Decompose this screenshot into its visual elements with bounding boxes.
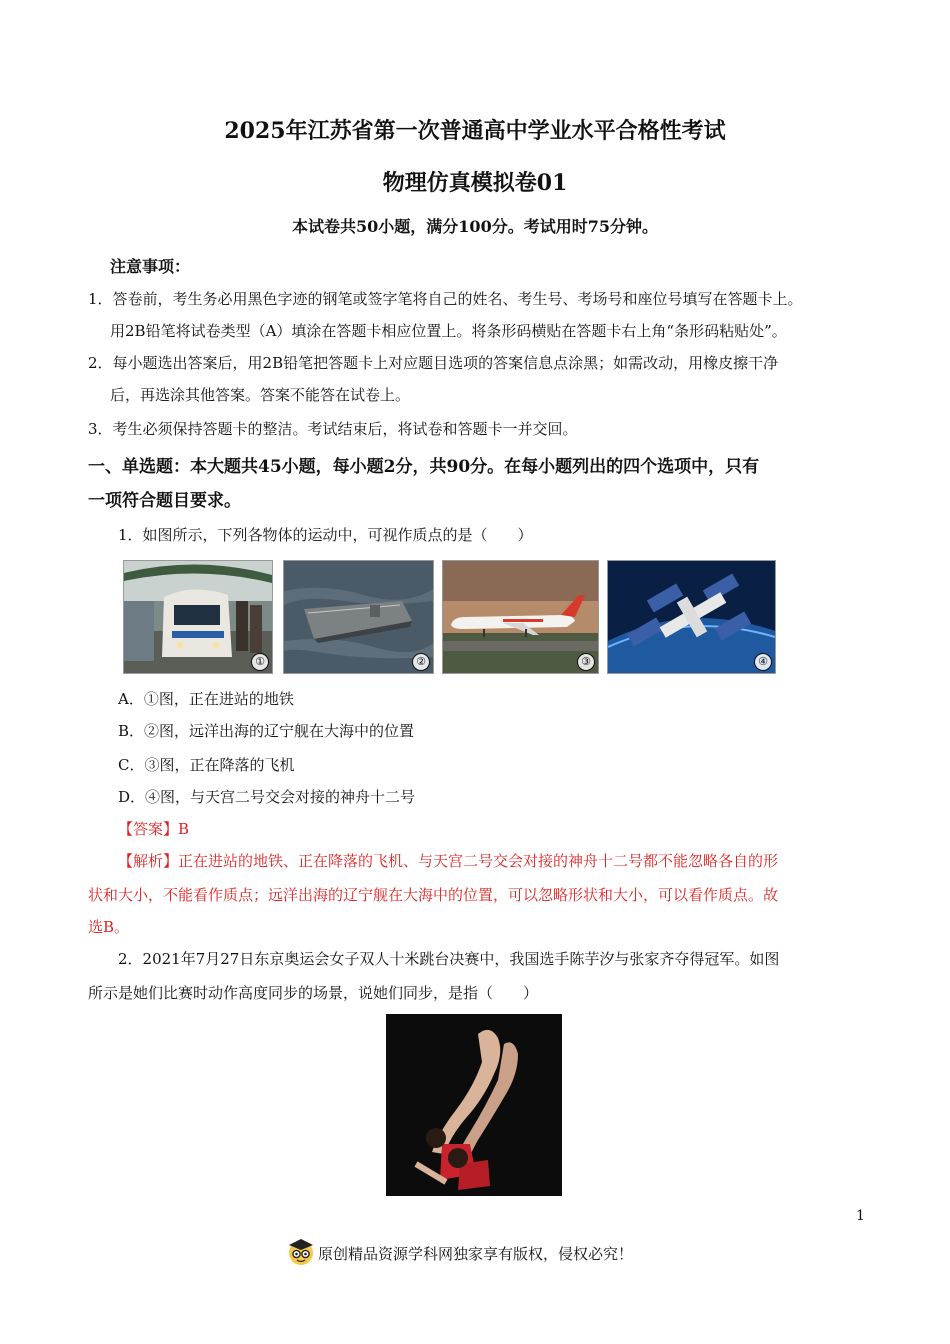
q1-stem: 1．如图所示，下列各物体的运动中，可视作质点的是（ ） xyxy=(118,526,533,544)
mascot-face-icon xyxy=(286,1236,318,1270)
page-number: 1 xyxy=(856,1208,865,1224)
notice-item-1-cont: 用2B铅笔将试卷类型（A）填涂在答题卡相应位置上。将条形码横贴在答题卡右上角“条形码粘贴处”。 xyxy=(110,322,787,340)
notice-item-2: 2．每小题选出答案后，用2B铅笔把答题卡上对应题目选项的答案信息点涂黑；如需改动，用橡皮擦干净 xyxy=(88,354,779,372)
notice-item-3: 3．考生必须保持答题卡的整洁。考试结束后，将试卷和答题卡一并交回。 xyxy=(88,420,578,438)
notice-heading: 注意事项： xyxy=(110,257,191,276)
photo-label-3: ③ xyxy=(577,653,595,671)
space-station-photo xyxy=(607,560,776,674)
copyright-text: 原创精品资源学科网独家享有版权，侵权必究！ xyxy=(318,1244,634,1263)
photo-label-4: ④ xyxy=(754,653,772,671)
diving-photo xyxy=(386,1014,562,1196)
photo-label-2: ② xyxy=(412,653,430,671)
analysis-text-1: 正在进站的地铁、正在降落的飞机、与天宫二号交会对接的神舟十二号都不能忽略各自的形 xyxy=(178,852,779,870)
answer-value: B xyxy=(178,820,190,838)
q1-option-c: C．③图，正在降落的飞机 xyxy=(118,756,295,774)
subway-photo xyxy=(123,560,273,674)
q1-option-d: D．④图，与天宫二号交会对接的神舟十二号 xyxy=(118,788,416,806)
q2-stem-line1: 2．2021年7月27日东京奥运会女子双人十米跳台决赛中，我国选手陈芋汐与张家齐夺得冠军。如图 xyxy=(118,950,780,968)
analysis-tag: 【解析】 xyxy=(118,852,179,870)
q1-option-a: A．①图，正在进站的地铁 xyxy=(118,690,294,708)
q1-analysis-line3: 选B。 xyxy=(88,918,130,936)
notice-item-2-cont: 后，再选涂其他答案。答案不能答在试卷上。 xyxy=(110,386,411,404)
notice-item-1: 1．答卷前，考生务必用黑色字迹的钢笔或签字笔将自己的姓名、考生号、考场号和座位号填写在答题卡上。 xyxy=(88,290,803,308)
q1-answer xyxy=(118,818,189,840)
carrier-photo xyxy=(283,560,434,674)
q2-stem-line2: 所示是她们比赛时动作高度同步的场景，说她们同步，是指（ ） xyxy=(88,984,539,1002)
answer-tag: 【答案】 xyxy=(118,820,179,838)
q1-analysis-line2: 状和大小，不能看作质点；远洋出海的辽宁舰在大海中的位置，可以忽略形状和大小，可以看作质点。故 xyxy=(88,886,779,904)
exam-title: 2025年江苏省第一次普通高中学业水平合格性考试 xyxy=(224,118,726,144)
exam-summary: 本试卷共50小题，满分100分。考试用时75分钟。 xyxy=(292,217,658,236)
q1-analysis-line1 xyxy=(118,850,778,872)
copyright-footer xyxy=(286,1236,633,1270)
exam-subtitle: 物理仿真模拟卷01 xyxy=(382,170,568,196)
photo-label-1: ① xyxy=(251,653,269,671)
q1-option-b: B．②图，远洋出海的辽宁舰在大海中的位置 xyxy=(118,722,415,740)
airplane-photo xyxy=(442,560,599,674)
section-heading-line1: 一、单选题：本大题共45小题，每小题2分，共90分。在每小题列出的四个选项中，只有 xyxy=(88,457,760,477)
section-heading-line2: 一项符合题目要求。 xyxy=(88,491,241,511)
